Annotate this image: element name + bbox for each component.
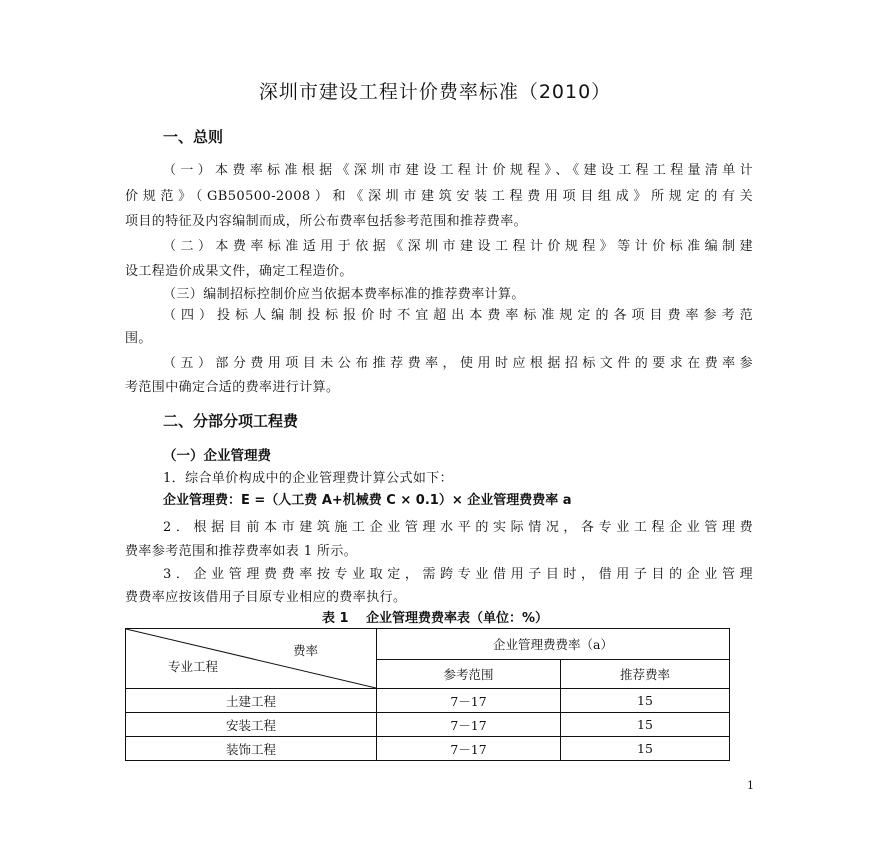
paragraph-line: 3．企业管理费费率按专业取定，需跨专业借用子目时，借用子目的企业管理 (163, 567, 753, 582)
row-profession: 安装工程 (126, 713, 377, 737)
row-profession: 装饰工程 (126, 737, 377, 761)
rate-table (125, 628, 730, 761)
section-heading-general: 一、总则 (163, 128, 224, 146)
row-range: 7－17 (377, 737, 561, 761)
table-caption: 表 1 企业管理费费率表（单位：%） (321, 611, 549, 626)
row-range: 7－17 (377, 713, 561, 737)
formula: 企业管理费：E =（人工费 A+机械费 C × 0.1）× 企业管理费费率 a (163, 493, 572, 508)
table-row (126, 737, 730, 761)
paragraph-line: 项目的特征及内容编制而成，所公布费率包括参考范围和推荐费率。 (125, 214, 528, 229)
paragraph-line: （二）本费率标准适用于依据《深圳市建设工程计价规程》等计价标准编制建 (163, 239, 753, 254)
paragraph-line: 1．综合单价构成中的企业管理费计算公式如下： (163, 471, 454, 486)
document-title: 深圳市建设工程计价费率标准（2010） (258, 81, 612, 103)
paragraph-line: （三）编制招标控制价应当依据本费率标准的推荐费率计算。 (163, 287, 525, 302)
diag-header-profession: 专业工程 (168, 659, 219, 674)
paragraph-line: 费率参考范围和推荐费率如表 1 所示。 (125, 544, 358, 559)
column-header-range: 参考范围 (377, 659, 561, 689)
paragraph-line: （一）本费率标准根据《深圳市建设工程计价规程》、《建设工程工程量清单计 (163, 163, 753, 178)
row-rate: 15 (561, 737, 730, 761)
diagonal-line (126, 629, 376, 688)
paragraph-line: （四）投标人编制投标报价时不宜超出本费率标准规定的各项目费率参考范 (163, 308, 753, 323)
table-row (126, 713, 730, 737)
row-range: 7－17 (377, 689, 561, 713)
paragraph-line: 设工程造价成果文件，确定工程造价。 (125, 264, 353, 279)
subsection-heading-management-fee: （一）企业管理费 (163, 448, 271, 464)
paragraph-line: 价规范》（GB50500-2008）和《深圳市建筑安装工程费用项目组成》所规定的有关 (125, 189, 753, 204)
row-rate: 15 (561, 713, 730, 737)
page-number: 1 (747, 779, 754, 792)
paragraph-line: 费费率应按该借用子目原专业相应的费率执行。 (125, 590, 407, 605)
paragraph-line: （五）部分费用项目未公布推荐费率，使用时应根据招标文件的要求在费率参 (163, 356, 753, 371)
row-profession: 土建工程 (126, 689, 377, 713)
diagonal-header-cell (126, 629, 377, 689)
table-row (126, 689, 730, 713)
paragraph-line: 考范围中确定合适的费率进行计算。 (125, 380, 340, 395)
group-header: 企业管理费费率（a） (377, 629, 730, 660)
row-rate: 15 (561, 689, 730, 713)
paragraph-line: 2．根据目前本市建筑施工企业管理水平的实际情况，各专业工程企业管理费 (163, 520, 753, 535)
paragraph-line: 围。 (125, 331, 152, 346)
section-heading-sub-items: 二、分部分项工程费 (163, 412, 299, 430)
column-header-recommended: 推荐费率 (561, 659, 730, 689)
diag-header-rate: 费率 (292, 643, 318, 658)
